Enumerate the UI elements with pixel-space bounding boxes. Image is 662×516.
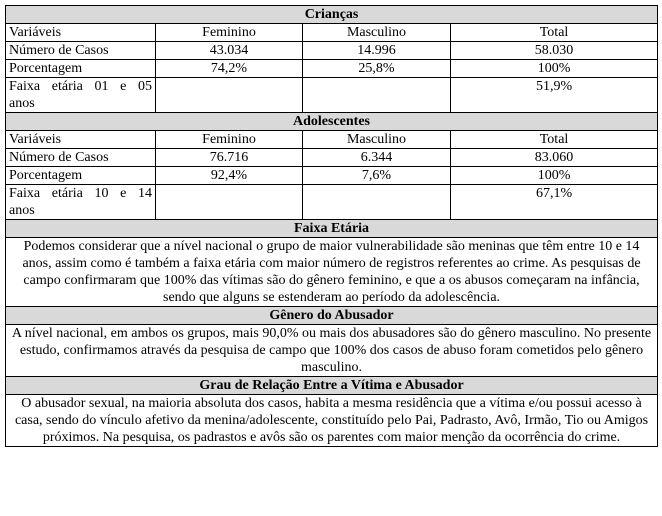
section-title: Crianças	[6, 6, 658, 24]
section-header-grau-relacao	[6, 377, 658, 395]
table-row	[6, 149, 658, 167]
paragraph-row	[6, 325, 658, 377]
section-title: Gênero do Abusador	[6, 307, 658, 325]
row-label: Porcentagem	[6, 60, 156, 78]
section-header-adolescentes	[6, 113, 658, 131]
table-row	[6, 60, 658, 78]
table-cell: 100%	[451, 167, 658, 185]
table-cell: 74,2%	[156, 60, 303, 78]
table-cell: 7,6%	[303, 167, 451, 185]
section-header-faixa-etaria	[6, 220, 658, 238]
paragraph-text: O abusador sexual, na maioria absoluta dos casos, habita a mesma residência que a vítima e/ou possui acesso à casa, sendo do vínculo afetivo da menina/adolescente, constituído pelo Pai, Padrasto, Avô, Irmão, Tio ou Amigos próximos. Na pesquisa, os padrastos e avôs são os parentes com maior menção da ocorrência do crime.	[6, 395, 658, 447]
section-title: Grau de Relação Entre a Vítima e Abusador	[6, 377, 658, 395]
row-label-line: Faixa etária 01 e 05	[9, 79, 152, 94]
column-header: Variáveis	[6, 131, 156, 149]
row-label-line: anos	[9, 203, 35, 218]
table-cell: 6.344	[303, 149, 451, 167]
table-cell: 100%	[451, 60, 658, 78]
table-header-row	[6, 131, 658, 149]
paragraph-text: A nível nacional, em ambos os grupos, mais 90,0% ou mais dos abusadores são do gênero masculino. No presente estudo, confirmamos através da pesquisa de campo que 100% dos casos de abuso foram cometidos pelo gênero masculino.	[6, 325, 658, 377]
column-header: Total	[451, 24, 658, 42]
column-header: Variáveis	[6, 24, 156, 42]
table-cell: 43.034	[156, 42, 303, 60]
row-label: Número de Casos	[6, 149, 156, 167]
section-title: Faixa Etária	[6, 220, 658, 238]
table-cell	[156, 78, 303, 113]
column-header: Masculino	[303, 24, 451, 42]
row-label	[6, 78, 156, 113]
paragraph-row	[6, 238, 658, 307]
column-header: Masculino	[303, 131, 451, 149]
paragraph-text: Podemos considerar que a nível nacional o grupo de maior vulnerabilidade são meninas que têm entre 10 e 14 anos, assim como é também a faixa etária com maior número de registros referentes ao crime. As pesquisas de campo confirmaram que 100% das vítimas são do gênero feminino, e que a os abusos começaram na infância, sendo que alguns se estenderam ao período da adolescência.	[6, 238, 658, 307]
row-label-line: anos	[9, 96, 35, 111]
table-cell: 76.716	[156, 149, 303, 167]
table-cell: 67,1%	[451, 185, 658, 220]
column-header: Total	[451, 131, 658, 149]
table-row	[6, 167, 658, 185]
table-cell	[303, 78, 451, 113]
table-row	[6, 42, 658, 60]
paragraph-row	[6, 395, 658, 447]
row-label: Porcentagem	[6, 167, 156, 185]
table-cell	[156, 185, 303, 220]
row-label-line: Faixa etária 10 e 14	[9, 186, 152, 201]
table-cell	[303, 185, 451, 220]
table-cell: 92,4%	[156, 167, 303, 185]
section-header-genero-abusador	[6, 307, 658, 325]
column-header: Feminino	[156, 131, 303, 149]
section-title: Adolescentes	[6, 113, 658, 131]
table-row	[6, 78, 658, 113]
table-row	[6, 185, 658, 220]
table-cell: 25,8%	[303, 60, 451, 78]
row-label	[6, 185, 156, 220]
column-header: Feminino	[156, 24, 303, 42]
table-cell: 83.060	[451, 149, 658, 167]
table-cell: 14.996	[303, 42, 451, 60]
row-label: Número de Casos	[6, 42, 156, 60]
section-header-criancas	[6, 6, 658, 24]
table-cell: 51,9%	[451, 78, 658, 113]
table-header-row	[6, 24, 658, 42]
data-table	[5, 5, 658, 447]
table-cell: 58.030	[451, 42, 658, 60]
